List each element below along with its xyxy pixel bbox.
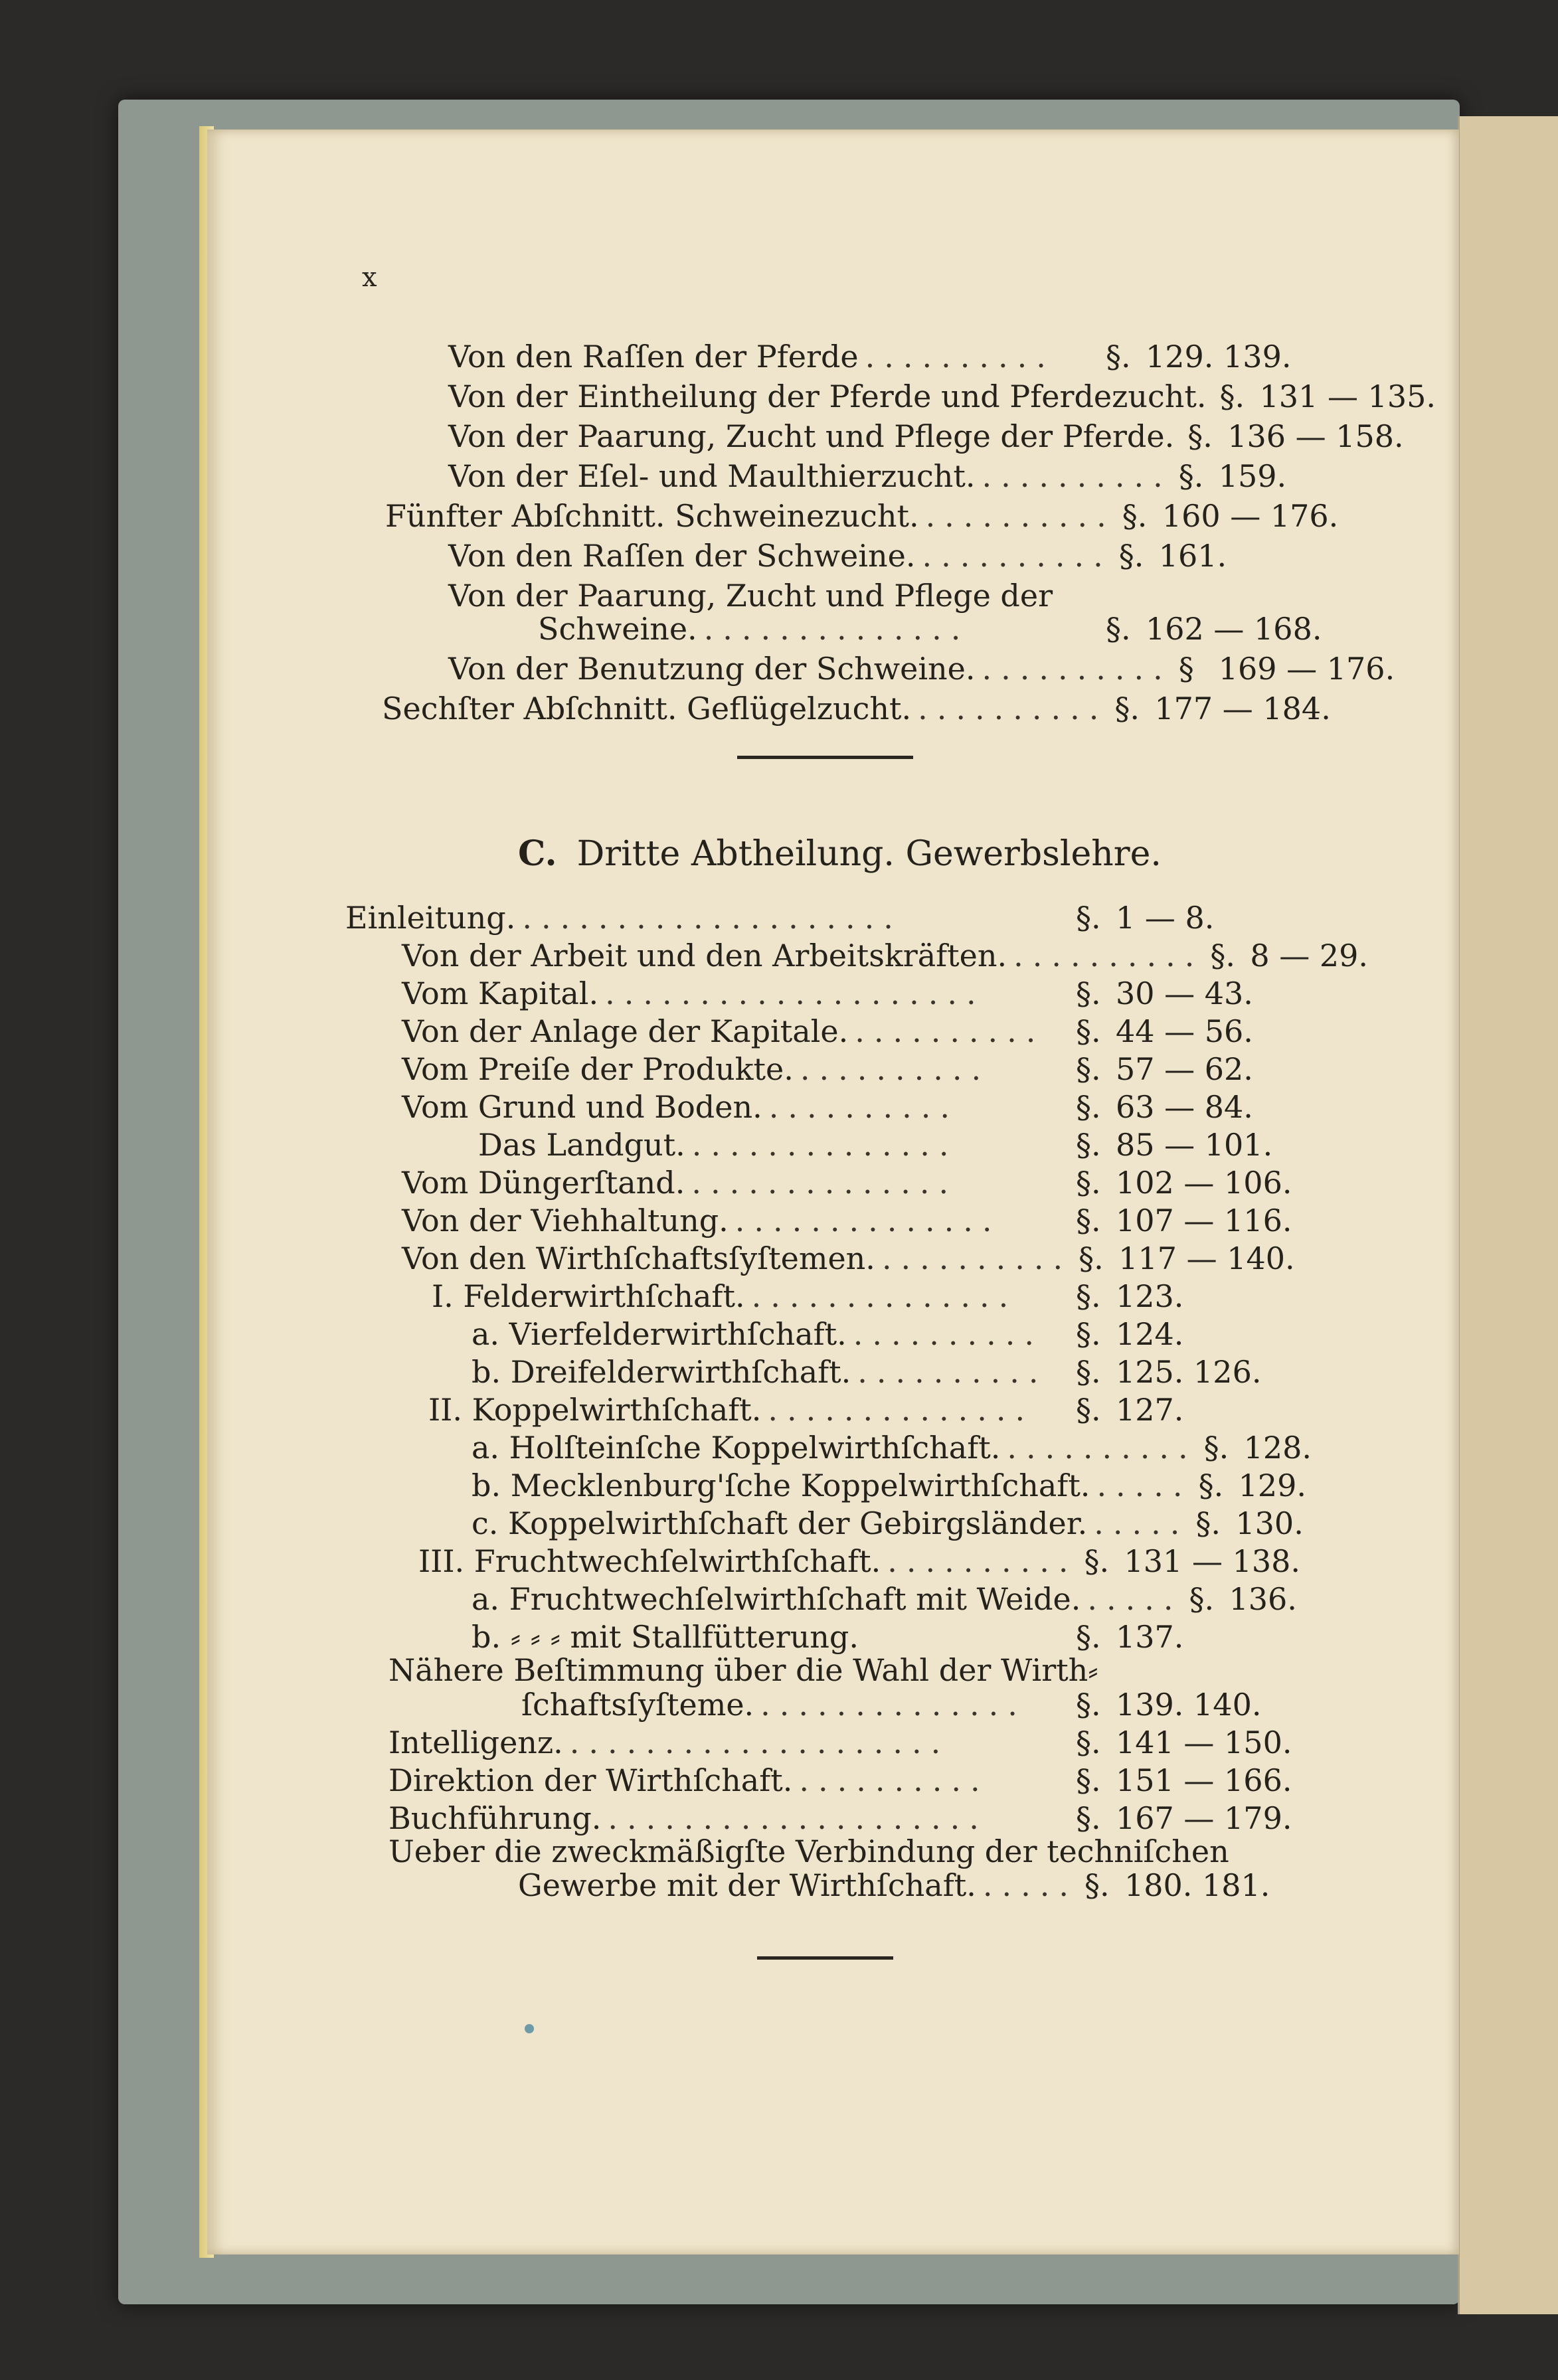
toc-entry-continuation: Schweine. .............. §. 162 — 168. bbox=[538, 611, 1322, 647]
toc-section: Fünfter Abſchnitt. Schweinezucht. .......... §. 160 — 176. bbox=[385, 498, 1339, 534]
divider-rule bbox=[737, 756, 913, 759]
toc-entry-line: Nähere Beſtimmung über die Wahl der Wirth⸗ bbox=[389, 1652, 1098, 1688]
toc-entry-continuation: ſchaftsſyſteme. .............. §. 139. 140. bbox=[521, 1687, 1262, 1723]
toc-entry: Von der Eſel- und Maulthierzucht. .......... §. 159. bbox=[448, 458, 1287, 494]
toc-entry: Von der Arbeit und den Arbeitskräften. .......... §. 8 — 29. bbox=[402, 938, 1369, 974]
toc-entry: II. Koppelwirthſchaft. .............. §. 127. bbox=[428, 1392, 1184, 1428]
toc-entry-continuation: Gewerbe mit der Wirthſchaft. ..... §. 180. 181. bbox=[518, 1867, 1270, 1903]
toc-entry: Von der Anlage der Kapitale. .......... §. 44 — 56. bbox=[402, 1013, 1253, 1049]
toc-entry: III. Fruchtwechſelwirthſchaft. .......... §. 131 — 138. bbox=[418, 1543, 1300, 1579]
toc-entry: Von der Viehhaltung. .............. §. 107 — 116. bbox=[402, 1203, 1292, 1238]
toc-entry: Direktion der Wirthſchaft. .......... §. 151 — 166. bbox=[389, 1762, 1292, 1798]
toc-entry: b. Dreifelderwirthſchaft. .......... §. 125. 126. bbox=[472, 1354, 1262, 1390]
toc-entry-line: Ueber die zweckmäßigſte Verbindung der techniſchen bbox=[389, 1833, 1229, 1869]
toc-entry: Von den Raſſen der Schweine. .......... §. 161. bbox=[448, 538, 1227, 574]
toc-entry: b. Mecklenburg'ſche Koppelwirthſchaft. ..... §. 129. bbox=[472, 1468, 1306, 1503]
facing-page bbox=[1458, 116, 1558, 2314]
toc-entry: Vom Kapital. .................... §. 30 — 43. bbox=[402, 976, 1253, 1011]
toc-entry: Intelligenz. .................... §. 141 — 150. bbox=[389, 1725, 1292, 1760]
toc-entry: a. Fruchtwechſelwirthſchaft mit Weide. ..... §. 136. bbox=[472, 1581, 1297, 1617]
toc-entry-line: Von der Paarung, Zucht und Pflege der bbox=[448, 578, 1053, 614]
toc-entry: Einleitung. .................... §. 1 — 8. bbox=[345, 900, 1215, 936]
toc-entry: Von den Wirthſchaftsſyſtemen. .......... §. 117 — 140. bbox=[402, 1240, 1295, 1276]
toc-entry: a. Vierfelderwirthſchaft. .......... §. 124. bbox=[472, 1316, 1184, 1352]
page-number: x bbox=[362, 262, 379, 293]
toc-entry: I. Felderwirthſchaft. .............. §. 123. bbox=[432, 1278, 1184, 1314]
toc-entry: Vom Düngerſtand. .............. §. 102 — 106. bbox=[402, 1165, 1292, 1201]
toc-entry: Vom Grund und Boden. .......... §. 63 — 84. bbox=[402, 1089, 1253, 1125]
toc-entry: Von der Eintheilung der Pferde und Pferdezucht. §. 131 — 135. bbox=[448, 379, 1436, 414]
toc-entry: Von der Paarung, Zucht und Pflege der Pferde. §. 136 — 158. bbox=[448, 418, 1404, 454]
toc-section: Sechſter Abſchnitt. Geflügelzucht. .......... §. 177 — 184. bbox=[382, 691, 1331, 726]
toc-entry: Vom Preiſe der Produkte. .......... §. 57 — 62. bbox=[402, 1051, 1253, 1087]
toc-entry: Buchführung. .................... §. 167 — 179. bbox=[389, 1800, 1292, 1836]
toc-entry: c. Koppelwirthſchaft der Gebirgsländer. ..... §. 130. bbox=[472, 1505, 1304, 1541]
ink-spot bbox=[525, 2024, 534, 2033]
toc-entry: Von den Raſſen der Pferde .......... §. 129. 139. bbox=[448, 339, 1292, 375]
section-heading: C. Dritte Abtheilung. Gewerbslehre. bbox=[518, 833, 1162, 874]
toc-entry: b. ⸗ ⸗ ⸗ mit Stallfütterung. §. 137. bbox=[472, 1619, 1184, 1655]
divider-rule bbox=[757, 1956, 893, 1960]
toc-entry: a. Holſteinſche Koppelwirthſchaft. .......... §. 128. bbox=[472, 1430, 1312, 1466]
toc-entry: Das Landgut. .............. §. 85 — 101. bbox=[478, 1127, 1273, 1163]
toc-entry: Von der Benutzung der Schweine. .......... § 169 — 176. bbox=[448, 651, 1395, 687]
